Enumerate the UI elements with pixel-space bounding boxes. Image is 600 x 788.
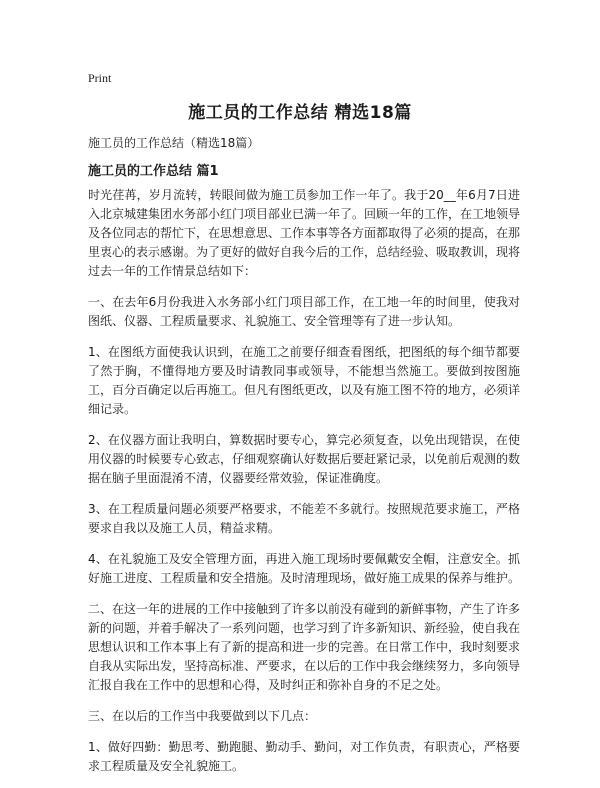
- page-title: 施工员的工作总结 精选18篇: [188, 103, 412, 123]
- section-heading: 施工员的工作总结 篇1: [88, 164, 219, 179]
- print-label[interactable]: Print: [88, 71, 112, 85]
- paragraph: 4、在礼貌施工及安全管理方面，再进入施工现场时要佩戴安全帽，注意安全。抓好施工进度、工程质量和安全措施。及时清理现场，做好施工成果的保养与维护。: [88, 552, 521, 585]
- paragraph: 1、做好四勤：勤思考、勤跑腿、勤动手、勤问，对工作负责，有职责心，严格要求工程质量及安全礼貌施工。: [88, 740, 520, 773]
- paragraph: 一、在去年6月份我进入水务部小红门项目部工作，在工地一年的时间里，使我对图纸、仪器、工程质量要求、礼貌施工、安全管理等有了进一步认知。: [88, 295, 520, 328]
- body-text: [88, 186, 520, 788]
- paragraph: 二、在这一年的进展的工作中接触到了许多以前没有碰到的新鲜事物，产生了许多新的问题，并着手解决了一系列问题，也学习到了许多新知识、新经验，使自我在思想认识和工作本事上有了新的提高和进一步的完善。在日常工作中，我时刻要求自我从实际出发，坚持高标准、严要求，在以后的工作中我会继续努力，多向领导汇报自我在工作中的思想和心得，及时纠正和弥补自身的不足之处。: [88, 602, 521, 692]
- document-subtitle: 施工员的工作总结（精选18篇）: [88, 136, 260, 150]
- paragraph: 2、在仪器方面让我明白，算数据时要专心，算完必须复查，以免出现错误，在使用仪器的时候要专心致志，仔细观察确认好数据后要赶紧记录，以免前后观测的数据在脑子里面混淆不清，仪器要经常效验，保证准确度。: [88, 433, 521, 485]
- paragraph: 1、在图纸方面使我认识到，在施工之前要仔细查看图纸，把图纸的每个细节都要了然于胸，不懂得地方要及时请教同事或领导，不能想当然施工。要做到按图施工，百分百确定以后再施工。但凡有图纸更改，以及有施工图不符的地方，必须详细记录。: [88, 345, 521, 416]
- paragraph: 3、在工程质量问题必须要严格要求，不能差不多就行。按照规范要求施工，严格要求自我以及施工人员，精益求精。: [88, 502, 520, 535]
- paragraph: 时光荏苒，岁月流转，转眼间做为施工员参加工作一年了。我于20__年6月7日进入北京城建集团水务部小红门项目部业已满一年了。回顾一年的工作，在工地领导及各位同志的帮忙下，在思想意思、工作本事等各方面都取得了必须的提高，在那里衷心的表示感谢。为了更好的做好自我今后的工作，总结经验、吸取教训，现将过去一年的工作情景总结如下：: [88, 188, 521, 278]
- paragraph: 三、在以后的工作当中我要做到以下几点：: [88, 709, 317, 723]
